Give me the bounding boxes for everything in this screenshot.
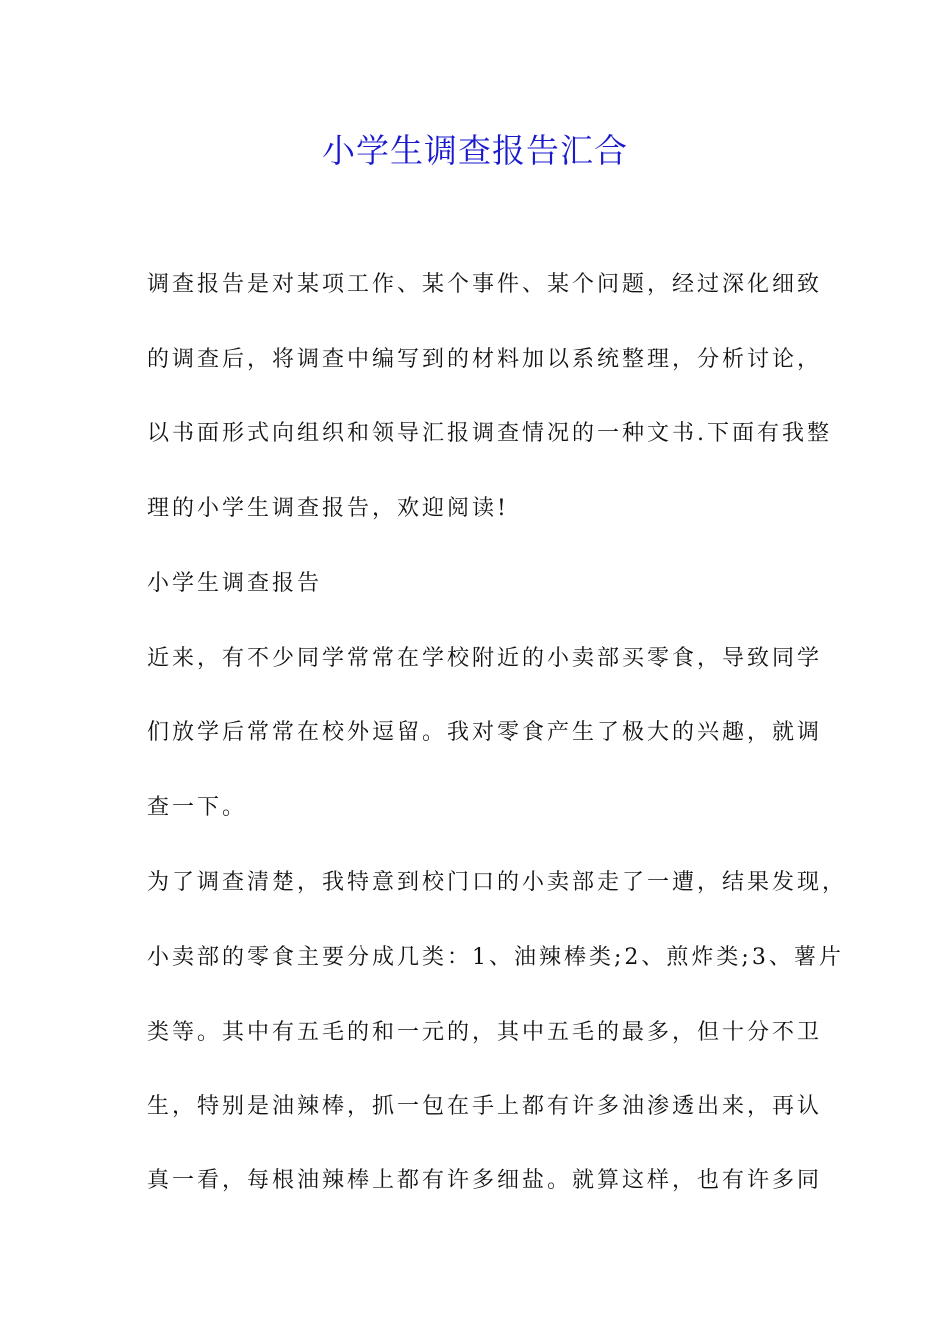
paragraph-line: 真一看，每根油辣棒上都有许多细盐。就算这样，也有许多同 [147, 1168, 823, 1193]
paragraph-line: 查一下。 [147, 795, 248, 820]
paragraph-line: 生，特别是油辣棒，抓一包在手上都有许多油渗透出来，再认 [147, 1094, 823, 1119]
paragraph-line: 们放学后常常在校外逗留。我对零食产生了极大的兴趣，就调 [147, 720, 823, 745]
paragraph-line: 类等。其中有五毛的和一元的，其中五毛的最多，但十分不卫 [147, 1020, 823, 1045]
document-title: 小学生调查报告汇合 [322, 131, 628, 170]
paragraph-line: 为了调查清楚，我特意到校门口的小卖部走了一遭，结果发现， [147, 870, 848, 895]
paragraph-line: 近来，有不少同学常常在学校附近的小卖部买零食，导致同学 [147, 646, 823, 671]
paragraph-line: 的调查后，将调查中编写到的材料加以系统整理，分析讨论， [147, 347, 823, 372]
section-heading: 小学生调查报告 [147, 571, 323, 596]
paragraph-line: 小卖部的零食主要分成几类：1、油辣棒类;2、煎炸类;3、薯片 [147, 945, 844, 970]
paragraph-line: 以书面形式向组织和领导汇报调查情况的一种文书.下面有我整 [147, 421, 832, 446]
paragraph-line: 理的小学生调查报告，欢迎阅读! [147, 496, 509, 521]
paragraph-line: 调查报告是对某项工作、某个事件、某个问题，经过深化细致 [147, 272, 823, 297]
